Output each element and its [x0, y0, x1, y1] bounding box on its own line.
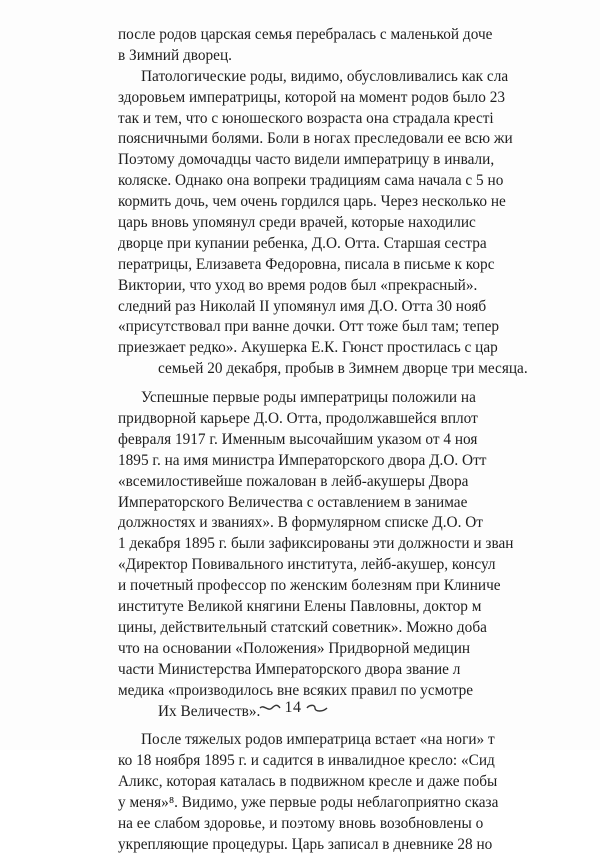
text-line: семьей 20 декабря, пробыв в Зимнем дворце три месяца. [158, 360, 528, 378]
text-line: 1895 г. на имя министра Императорского двора Д.О. Отт [118, 451, 487, 469]
body-text [118, 25, 600, 856]
text-line: кормить дочь, чем очень гордился царь. Через несколько не [118, 193, 506, 211]
text-line: поясничными болями. Боли в ногах преследовали ее всю жи [118, 130, 513, 148]
text-line: Императорского Величества с оставлением в занимае [118, 493, 468, 511]
flourish-left-icon [259, 703, 281, 713]
paragraph-first-line: Успешные первые роды императрицы положили на [141, 389, 476, 407]
text-line: в Зимний дворец. [118, 46, 232, 64]
text-line: дворце при купании ребенка, Д.О. Отта. Старшая сестра [118, 234, 487, 252]
text-line: коляске. Однако она вопреки традициям сама начала с 5 но [118, 172, 504, 190]
text-line: укрепляющие процедуры. Царь записал в дневнике 28 но [118, 835, 493, 853]
text-line: медика «производилось вне всяких правил по усмотре [118, 681, 474, 699]
text-line: «всемилостивейше пожалован в лейб-акушеры Двора [118, 472, 469, 490]
text-line: так и тем, что с юношеского возраста она страдала кресті [118, 109, 494, 127]
flourish-right-icon [306, 703, 328, 713]
page-footer [0, 699, 600, 718]
text-line: ко 18 ноября 1895 г. и садится в инвалидное кресло: «Сид [118, 752, 495, 770]
paragraph-first-line: После тяжелых родов императрица встает «на ноги» т [141, 731, 495, 749]
text-line: части Министерства Императорского двора звание л [118, 660, 461, 678]
text-line: «присутствовал при ванне дочки. Отт тоже был там; тепер [118, 318, 500, 336]
text-line: Виктории, что уход во время родов был «прекрасный». [118, 276, 478, 294]
text-line: и почетный профессор по женским болезням при Клиниче [118, 577, 501, 595]
text-line: «Директор Повивального института, лейб-акушер, консул [118, 556, 496, 574]
text-line: царь вновь упомянул среди врачей, которые находилис [118, 214, 476, 232]
text-line: цины, действительный статский советник». Можно доба [118, 618, 487, 636]
text-line: 1 декабря 1895 г. были зафиксированы эти должности и зван [118, 535, 514, 553]
text-line: следний раз Николай II упомянул имя Д.О. Отта 30 нояб [118, 297, 487, 315]
text-line: должностях и званиях». В формулярном списке Д.О. От [118, 514, 483, 532]
text-line: Их Величеств». [158, 702, 261, 720]
text-line: придворной карьере Д.О. Отта, продолжавшейся вплот [118, 410, 478, 428]
text-line: что на основании «Положения» Придворной медицин [118, 639, 471, 657]
text-line: ператрицы, Елизавета Федоровна, писала в письме к корс [118, 255, 495, 273]
text-line: здоровьем императрицы, которой на момент родов было 23 [118, 88, 506, 106]
text-line: институте Великой княгини Елены Павловны, доктор м [118, 598, 482, 616]
page-number: 14 [284, 699, 302, 716]
text-line: на ее слабом здоровье, и поэтому вновь возобновлены о [118, 814, 484, 832]
folio [259, 699, 328, 717]
text-line: Поэтому домочадцы часто видели императрицу в инвали, [118, 151, 495, 169]
text-line: февраля 1917 г. Именным высочайшим указом от 4 ноя [118, 430, 478, 448]
text-line: приезжает редко». Акушерка Е.К. Гюнст простилась с цар [118, 339, 498, 357]
text-line: Аликс, которая каталась в подвижном кресле и даже побы [118, 773, 498, 791]
text-line: после родов царская семья перебралась с маленькой доче [118, 26, 493, 43]
paragraph-first-line: Патологические роды, видимо, обусловливались как сла [141, 67, 509, 85]
text-line: у меня»⁸. Видимо, уже первые роды неблагоприятно сказа [118, 794, 499, 812]
